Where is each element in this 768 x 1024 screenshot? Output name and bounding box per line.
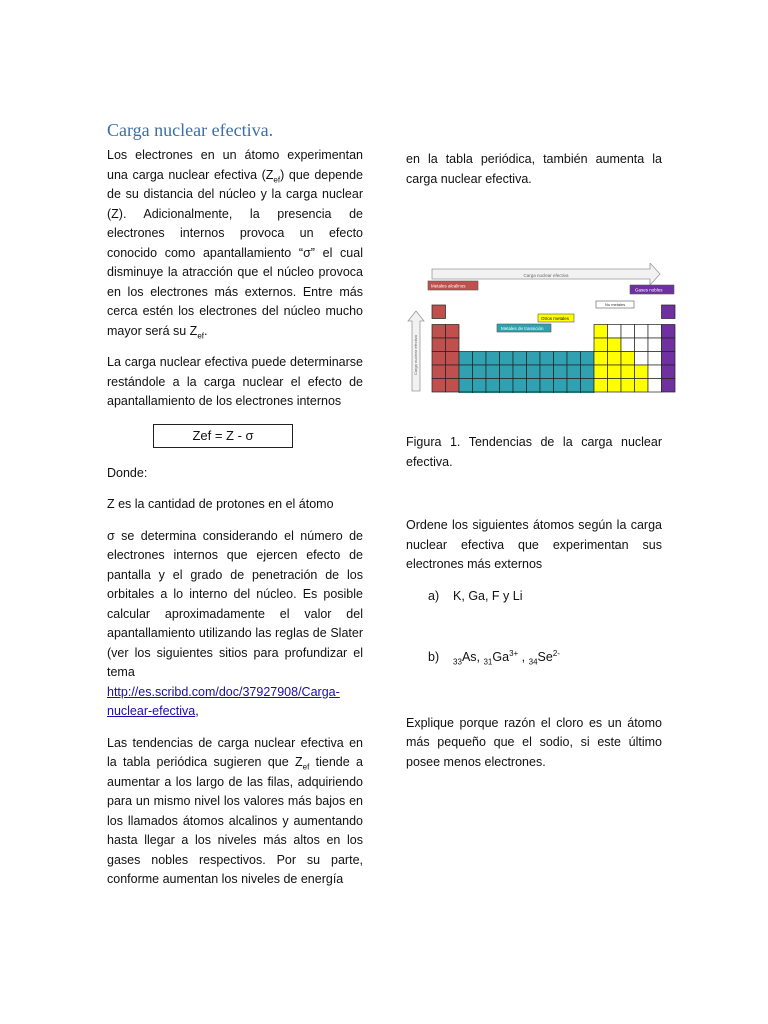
element-cell — [473, 379, 487, 393]
element-cell — [662, 338, 676, 352]
element-cell — [621, 338, 635, 352]
element-cell — [581, 379, 595, 393]
element-cell — [621, 379, 635, 393]
element-cell — [554, 365, 568, 379]
element-cell — [446, 379, 460, 393]
element-cell — [486, 392, 500, 393]
element-cell — [459, 365, 473, 379]
paragraph-formula-intro: La carga nuclear efectiva puede determinarse restándole a la carga nuclear el efecto de apantallamiento de los electrones internos — [107, 355, 363, 408]
figure-caption: Figura 1. Tendencias de la carga nuclear efectiva. — [406, 435, 662, 469]
paragraph-intro: Los electrones en un átomo experimentan una carga nuclear efectiva $(Z_{ef})$ que depende de su distancia del núcleo y la carga nuclear (Z). Adicionalmente, la presencia de electrones internos provoca un efecto conocido como apantallamiento “σ” el cual disminuye la atracción que el núcleo provoca en los electrones más externos. Entre más cerca estén los electrones del núcleo mucho mayor será su $Z_{ef}$. — [107, 148, 363, 340]
element-cell — [540, 365, 554, 379]
element-cell — [567, 392, 581, 393]
legend-otros-metales: Otros metales — [541, 316, 570, 321]
element-cell — [554, 392, 568, 393]
element-cell — [635, 379, 649, 393]
element-cell — [500, 365, 514, 379]
element-cell — [486, 365, 500, 379]
page-title: Carga nuclear efectiva. — [107, 120, 274, 140]
element-cell — [594, 379, 608, 393]
element-cell — [432, 338, 446, 352]
element-cell — [527, 392, 541, 393]
element-cell — [594, 338, 608, 352]
element-cell — [662, 325, 676, 339]
element-cell — [459, 392, 473, 393]
element-cell — [540, 352, 554, 366]
element-cell — [662, 305, 676, 319]
element-cell — [567, 365, 581, 379]
element-cell — [432, 365, 446, 379]
element-cell — [581, 392, 595, 393]
element-cell — [608, 325, 622, 339]
element-cell — [473, 365, 487, 379]
element-cell — [635, 352, 649, 366]
element-cell — [581, 352, 595, 366]
question-ordene: Ordene los siguientes átomos según la carga nuclear efectiva que experimentan sus electrones más externos — [406, 518, 662, 571]
element-cell — [513, 392, 527, 393]
element-cell — [594, 365, 608, 379]
element-cell — [648, 325, 662, 339]
question-b: b) $_{33}$As, $_{31}Ga^{3+}$ , $_{34}Se^{2-}$ — [428, 648, 560, 667]
element-cell — [621, 325, 635, 339]
element-cell — [446, 325, 460, 339]
element-cell — [527, 352, 541, 366]
element-cell — [432, 325, 446, 339]
element-cell — [608, 365, 622, 379]
element-cell — [567, 352, 581, 366]
element-cell — [608, 379, 622, 393]
element-cell — [500, 379, 514, 393]
vertical-arrow-label: Carga nuclear efectiva — [413, 334, 418, 376]
element-cell — [446, 365, 460, 379]
element-cell — [486, 352, 500, 366]
element-cell — [527, 379, 541, 393]
paragraph-continuation: en la tabla periódica, también aumenta la carga nuclear efectiva. — [406, 152, 662, 186]
legend-gases-nobles: Gases nobles — [635, 287, 663, 293]
element-cell — [635, 338, 649, 352]
question-a: a) K, Ga, F y Li — [428, 588, 523, 603]
sigma-definition: σ se determina considerando el número de electrones internos que ejercen efecto de pantalla y el grado de penetración de los orbitales a lo interno del núcleo. Es posible calcular aproximadamente el valor del apantallamiento utilizando las reglas de Slater (ver los siguientes sitios para profundizar el tema http://es.scribd.com/doc/37927908/Carga-nuclear-efectiva, — [107, 528, 363, 718]
element-cell — [500, 392, 514, 393]
element-cell — [513, 352, 527, 366]
element-cell — [567, 379, 581, 393]
question-explique: Explique porque razón el cloro es un átomo más pequeño que el sodio, si este último posee menos electrones. — [406, 715, 662, 769]
element-cell — [459, 379, 473, 393]
element-cell — [527, 365, 541, 379]
element-cell — [473, 352, 487, 366]
periodic-table-svg — [406, 263, 676, 393]
element-cell — [459, 352, 473, 366]
legend-no-metales: No metales — [605, 302, 626, 307]
formula-box: Zef = Z - σ — [153, 424, 293, 448]
element-cell — [554, 352, 568, 366]
z-definition: Z es la cantidad de protones en el átomo — [107, 497, 334, 511]
element-cell — [540, 392, 554, 393]
element-cell — [446, 338, 460, 352]
element-cell — [473, 392, 487, 393]
arrow-label: Carga nuclear efectiva — [523, 273, 569, 278]
element-cell — [648, 352, 662, 366]
periodic-table-figure — [406, 263, 676, 393]
element-cell — [662, 379, 676, 393]
element-cell — [648, 365, 662, 379]
element-cell — [621, 352, 635, 366]
element-cell — [594, 352, 608, 366]
element-cell — [635, 365, 649, 379]
element-cell — [635, 325, 649, 339]
element-cell — [662, 365, 676, 379]
element-cell — [500, 352, 514, 366]
element-cell — [554, 379, 568, 393]
element-cell — [486, 379, 500, 393]
element-cell — [581, 365, 595, 379]
element-cell — [648, 379, 662, 393]
legend-metales-transicion: Metales de transición — [501, 326, 544, 331]
element-cell — [513, 379, 527, 393]
element-cell — [608, 352, 622, 366]
element-cell — [594, 325, 608, 339]
right-column — [406, 150, 662, 784]
element-cell — [608, 338, 622, 352]
donde-label: Donde: — [107, 465, 148, 480]
element-cell — [432, 352, 446, 366]
element-cell — [621, 365, 635, 379]
legend-metales-alcalinos: Metales alcalinos — [431, 283, 466, 289]
element-cell — [540, 379, 554, 393]
element-cell — [432, 379, 446, 393]
element-cell — [513, 365, 527, 379]
element-cell — [662, 352, 676, 366]
paragraph-trends: Las tendencias de carga nuclear efectiva en la tabla periódica sugieren que $Z_{ef}$ tiende a aumentar a los largo de las filas, adquiriendo para un mismo nivel los valores más bajos en los llamados átomos alcalinos y aumentando hasta llegar a los niveles más altos en los gases nobles respectivos. Por su parte, conforme aumentan los niveles de energía — [107, 735, 363, 886]
scribd-link[interactable]: http://es.scribd.com/doc/37927908/Carga-nuclear-efectiva — [107, 684, 340, 718]
element-cell — [446, 352, 460, 366]
element-cell — [432, 305, 446, 319]
element-cell — [648, 338, 662, 352]
left-column — [107, 118, 363, 902]
